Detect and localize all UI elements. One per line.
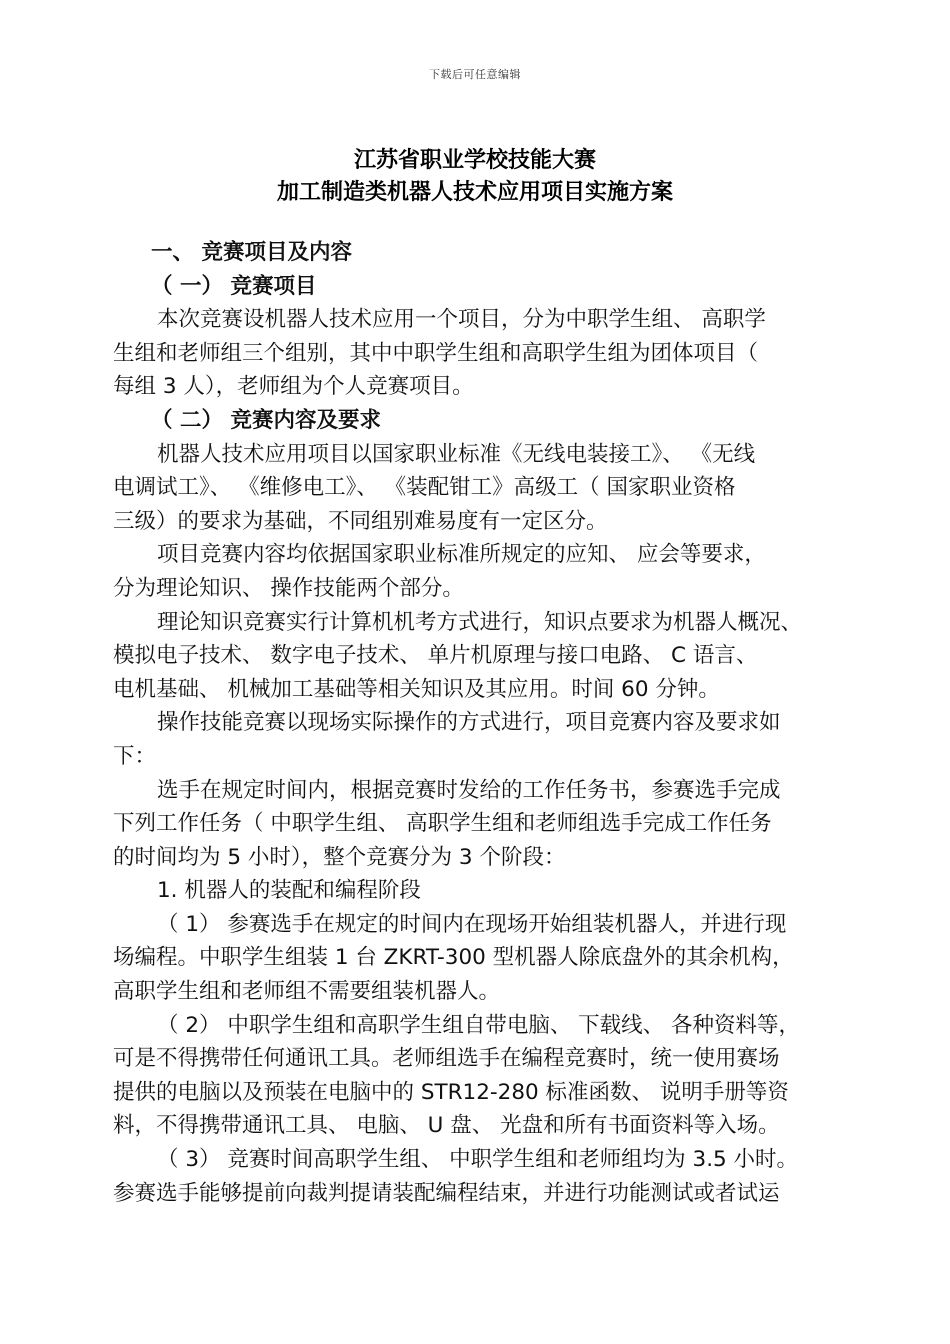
paragraph-line: 电机基础、 机械加工基础等相关知识及其应用。时间 60 分钟。: [113, 676, 720, 702]
paragraph-line: 项目竞赛内容均依据国家职业标准所规定的应知、 应会等要求，: [157, 542, 766, 568]
paragraph-line: 的时间均为 5 小时），整个竞赛分为 3 个阶段：: [113, 844, 566, 870]
paragraph-line: 选手在规定时间内，根据竞赛时发给的工作任务书，参赛选手完成: [157, 777, 781, 803]
paragraph-line: 操作技能竞赛以现场实际操作的方式进行，项目竞赛内容及要求如: [157, 710, 781, 736]
document-title-line-1: 江苏省职业学校技能大赛: [353, 148, 596, 173]
section-heading-1: 一、 竞赛项目及内容: [151, 240, 352, 265]
document-title-line-2: 加工制造类机器人技术应用项目实施方案: [276, 180, 673, 205]
subsection-heading-2: （ 二） 竞赛内容及要求: [151, 407, 381, 433]
subsection-heading-1: （ 一） 竞赛项目: [151, 273, 317, 299]
paragraph-line: 生组和老师组三个组别，其中中职学生组和高职学生组为团体项目（: [113, 340, 759, 366]
paragraph-line: （ 1） 参赛选手在规定的时间内在现场开始组装机器人，并进行现: [157, 911, 787, 937]
paragraph-line: 电调试工》、 《维修电工》、 《装配钳工》高级工（ 国家职业资格: [113, 475, 736, 501]
paragraph-line: 料，不得携带通讯工具、 电脑、 U 盘、 光盘和所有书面资料等入场。: [113, 1113, 780, 1139]
paragraph-line: 三级）的要求为基础，不同组别难易度有一定区分。: [113, 508, 608, 534]
paragraph-line: 每组 3 人），老师组为个人竞赛项目。: [113, 374, 474, 400]
paragraph-line: 分为理论知识、 操作技能两个部分。: [113, 575, 464, 601]
paragraph-line: 理论知识竞赛实行计算机机考方式进行，知识点要求为机器人概况、: [157, 609, 803, 635]
list-heading: 1. 机器人的装配和编程阶段: [157, 878, 421, 904]
paragraph-line: 下列工作任务（ 中职学生组、 高职学生组和老师组选手完成工作任务: [113, 811, 772, 837]
paragraph-line: 下：: [113, 743, 157, 769]
paragraph-line: 场编程。中职学生组装 1 台 ZKRT-300 型机器人除底盘外的其余机构，: [113, 945, 794, 971]
paragraph-line: 机器人技术应用项目以国家职业标准《无线电装接工》、 《无线: [157, 441, 756, 467]
paragraph-line: 模拟电子技术、 数字电子技术、 单片机原理与接口电路、 C 语言、: [113, 643, 758, 669]
paragraph-line: 本次竞赛设机器人技术应用一个项目，分为中职学生组、 高职学: [157, 307, 766, 333]
paragraph-line: 高职学生组和老师组不需要组装机器人。: [113, 979, 501, 1005]
paragraph-line: 提供的电脑以及预装在电脑中的 STR12-280 标准函数、 说明手册等资: [113, 1079, 789, 1105]
paragraph-line: （ 2） 中职学生组和高职学生组自带电脑、 下载线、 各种资料等，: [157, 1012, 801, 1038]
paragraph-line: 可是不得携带任何通讯工具。老师组选手在编程竞赛时，统一使用赛场: [113, 1046, 780, 1072]
paragraph-line: （ 3） 竞赛时间高职学生组、 中职学生组和老师组均为 3.5 小时。: [157, 1147, 799, 1173]
document-body: [113, 236, 841, 1210]
header-note: 下载后可任意编辑: [429, 68, 521, 81]
paragraph-line: 参赛选手能够提前向裁判提请装配编程结束，并进行功能测试或者试运: [113, 1180, 780, 1206]
